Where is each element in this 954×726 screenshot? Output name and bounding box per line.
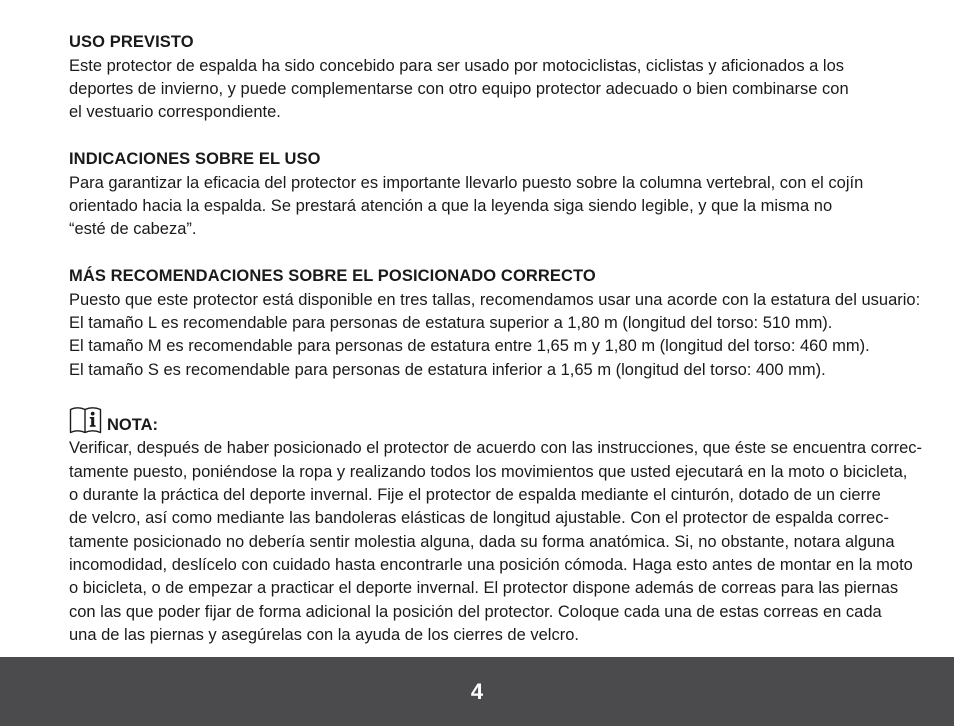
paragraph-line: deportes de invierno, y puede complementarse con otro equipo protector adecuado o bien combinarse con	[69, 80, 849, 99]
paragraph-line: Verificar, después de haber posicionado el protector de acuerdo con las instrucciones, que éste se encuentra correc-	[69, 439, 923, 458]
paragraph-line: de velcro, así como mediante las bandoleras elásticas de longitud ajustable. Con el protector de espalda correc-	[69, 509, 889, 528]
paragraph-line: tamente posicionado no debería sentir molestia alguna, dada su forma anatómica. Si, no obstante, notara alguna	[69, 532, 895, 551]
section-heading: USO PREVISTO	[69, 33, 194, 52]
info-book-icon	[69, 405, 102, 434]
paragraph-line: o bicicleta, o de empezar a practicar el deporte invernal. El protector dispone además de correas para las piernas	[69, 579, 899, 598]
paragraph-line: orientado hacia la espalda. Se prestará atención a que la leyenda siga siendo legible, y que la misma no	[69, 197, 833, 216]
page-footer	[0, 657, 954, 726]
note-heading: NOTA:	[107, 415, 159, 434]
section-indicaciones-uso	[69, 148, 949, 242]
section-heading: MÁS RECOMENDACIONES SOBRE EL POSICIONADO CORRECTO	[69, 267, 596, 286]
paragraph-line: Este protector de espalda ha sido concebido para ser usado por motociclistas, ciclistas y aficionados a los	[69, 56, 845, 75]
paragraph-line: tamente puesto, poniéndose la ropa y realizando todos los movimientos que usted ejecutará en la moto o bicicleta,	[69, 462, 908, 481]
note-section	[69, 406, 949, 648]
paragraph-line: Puesto que este protector está disponible en tres tallas, recomendamos usar una acorde con la estatura del usuario:	[69, 290, 921, 309]
paragraph-line: El tamaño S es recomendable para personas de estatura inferior a 1,65 m (longitud del torso: 400 mm).	[69, 360, 826, 379]
paragraph-line: una de las piernas y asegúrelas con la ayuda de los cierres de velcro.	[69, 626, 579, 645]
note-header	[69, 406, 949, 438]
paragraph-line: el vestuario correspondiente.	[69, 103, 281, 122]
document-body	[69, 31, 949, 647]
section-heading: INDICACIONES SOBRE EL USO	[69, 150, 321, 169]
paragraph-line: con las que poder fijar de forma adicional la posición del protector. Coloque cada una de estas correas en cada	[69, 602, 882, 621]
paragraph-line: incomodidad, deslícelo con cuidado hasta encontrarle una posición cómoda. Haga esto antes de montar en la moto	[69, 556, 913, 575]
section-recomendaciones-posicionado	[69, 265, 949, 382]
paragraph-line: El tamaño L es recomendable para personas de estatura superior a 1,80 m (longitud del torso: 510 mm).	[69, 313, 833, 332]
section-uso-previsto	[69, 31, 949, 125]
paragraph-line: “esté de cabeza”.	[69, 220, 197, 239]
page-number: 4	[470, 679, 484, 704]
paragraph-line: Para garantizar la eficacia del protector es importante llevarlo puesto sobre la columna vertebral, con el cojín	[69, 173, 864, 192]
paragraph-line: o durante la práctica del deporte invernal. Fije el protector de espalda mediante el cinturón, dotado de un cierre	[69, 485, 881, 504]
paragraph-line: El tamaño M es recomendable para personas de estatura entre 1,65 m y 1,80 m (longitud del torso: 460 mm).	[69, 337, 870, 356]
